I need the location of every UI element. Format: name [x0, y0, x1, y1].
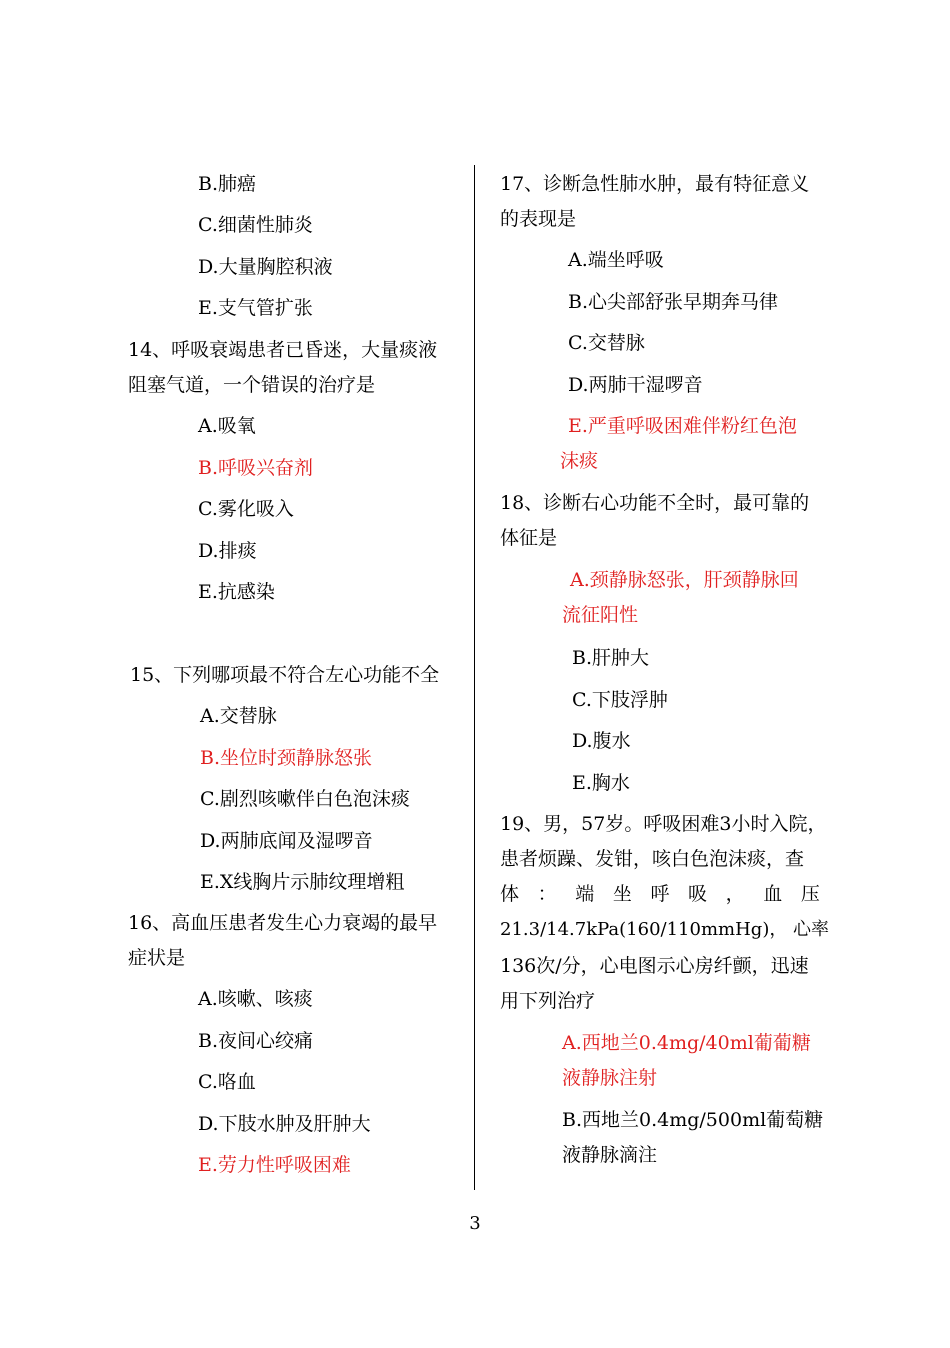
question-19-stem: 用下列治疗 [500, 990, 596, 1012]
option-d: D.两肺干湿啰音 [568, 374, 703, 396]
option-d: D.两肺底闻及湿啰音 [200, 830, 373, 852]
answer-option: B.坐位时颈静脉怒张 [200, 747, 373, 769]
option-d: D.下肢水肿及肝肿大 [198, 1113, 371, 1135]
option-c: C.剧烈咳嗽伴白色泡沫痰 [200, 788, 410, 810]
stem-char: 吸 [688, 883, 708, 905]
answer-option: B.呼吸兴奋剂 [198, 457, 314, 479]
question-14-stem: 14、呼吸衰竭患者已昏迷，大量痰液 [128, 339, 438, 361]
answer-option: E.劳力性呼吸困难 [198, 1154, 351, 1176]
option-c: C.雾化吸入 [198, 498, 294, 520]
option-a: A.端坐呼吸 [568, 249, 664, 271]
option-e: E.X线胸片示肺纹理增粗 [200, 871, 405, 893]
option-b: B.夜间心绞痛 [198, 1030, 314, 1052]
option-e: E.胸水 [572, 772, 630, 794]
option-e: E.支气管扩张 [198, 297, 313, 319]
stem-char: 呼 [650, 883, 670, 905]
stem-char: 压 [800, 883, 820, 905]
stem-char: 体 [500, 883, 520, 905]
option-d: D.排痰 [198, 540, 257, 562]
question-16-stem: 16、高血压患者发生心力衰竭的最早 [128, 912, 438, 934]
question-14-stem: 阻塞气道，一个错误的治疗是 [128, 374, 376, 396]
option-b: B.肝肿大 [572, 647, 650, 669]
option-c: C.细菌性肺炎 [198, 214, 313, 236]
answer-option: A.颈静脉怒张，肝颈静脉回 [570, 569, 799, 591]
option-b-cont: 液静脉滴注 [562, 1144, 658, 1166]
column-divider [474, 165, 475, 1190]
question-15-stem: 15、下列哪项最不符合左心功能不全 [130, 664, 440, 686]
answer-option: A.西地兰0.4mg/40ml葡葡糖 [562, 1032, 811, 1054]
option-d: D.腹水 [572, 730, 631, 752]
answer-option-cont: 流征阳性 [562, 604, 639, 626]
option-b: B.心尖部舒张早期奔马律 [568, 291, 779, 313]
stem-char: 端 [575, 883, 595, 905]
question-18-stem: 18、诊断右心功能不全时，最可靠的 [500, 492, 810, 514]
question-19-stem-spread [500, 882, 820, 906]
option-a: A.交替脉 [200, 705, 277, 727]
option-a: A.吸氧 [198, 415, 256, 437]
stem-char: 坐 [612, 883, 632, 905]
page-number: 3 [469, 1213, 481, 1234]
answer-option-cont: 液静脉注射 [562, 1067, 658, 1089]
option-c: C.交替脉 [568, 332, 645, 354]
question-19-stem: 19、男，57岁。呼吸困难3小时入院， [500, 813, 827, 835]
stem-char: 血 [763, 883, 783, 905]
question-17-stem: 的表现是 [500, 208, 577, 230]
answer-option-cont: 沫痰 [560, 450, 599, 472]
option-d: D.大量胸腔积液 [198, 256, 333, 278]
option-a: A.咳嗽、咳痰 [198, 988, 313, 1010]
option-e: E.抗感染 [198, 581, 275, 603]
question-16-stem: 症状是 [128, 947, 186, 969]
option-c: C.咯血 [198, 1071, 256, 1093]
answer-option: E.严重呼吸困难伴粉红色泡 [568, 415, 797, 437]
option-c: C.下肢浮肿 [572, 689, 668, 711]
question-18-stem: 体征是 [500, 527, 558, 549]
question-19-stem: 患者烦躁、发钳，咳白色泡沫痰，查 [500, 848, 805, 870]
option-b: B.西地兰0.4mg/500ml葡萄糖 [562, 1109, 824, 1131]
option-b: B.肺癌 [198, 173, 257, 195]
question-17-stem: 17、诊断急性肺水肿，最有特征意义 [500, 173, 810, 195]
stem-char: ， [725, 883, 745, 905]
question-19-stem: 136次/分，心电图示心房纤颤，迅速 [500, 955, 809, 977]
question-19-stem: 21.3/14.7kPa(160/110mmHg)， 心率 [500, 919, 830, 940]
stem-char: ： [537, 883, 557, 905]
